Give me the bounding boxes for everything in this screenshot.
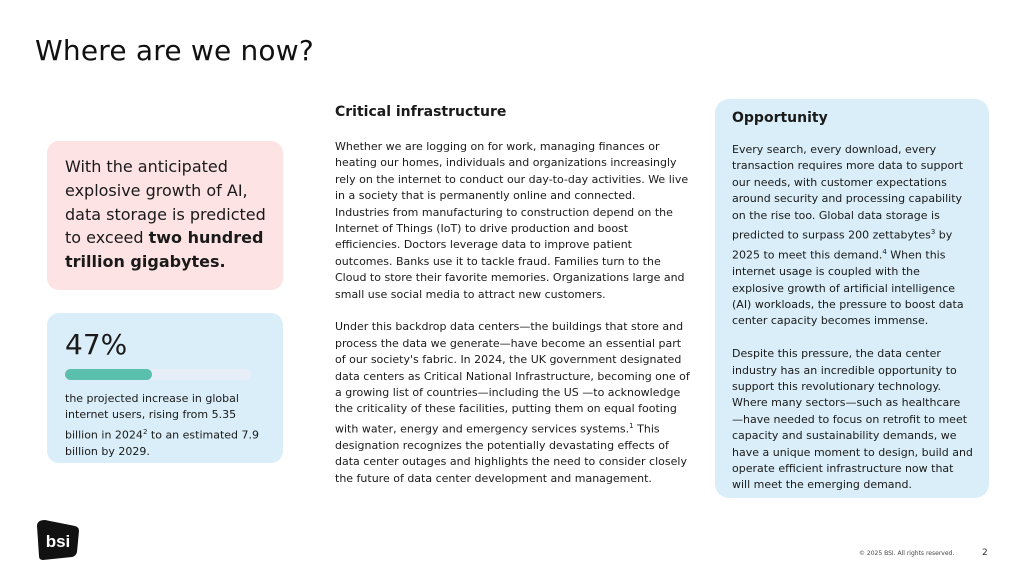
critical-infrastructure-section: [335, 104, 690, 504]
copyright-footer: © 2025 BSI. All rights reserved.: [859, 550, 955, 557]
stat-description-part2: to an estimated 7.9 billion by 2029.: [65, 428, 260, 458]
critical-paragraph-2: [335, 319, 690, 487]
highlight-text: [65, 155, 269, 274]
critical-paragraph-2-part1: Under this backdrop data centers—the buildings that store and process the data we generate—have become an essential part of our society's fabric. In 2024, the UK government designated data centers as Critical National Infrastructure, becoming one of a growing list of countries—including the US —to acknowledge the criticality of these facilities, putting them on equal footing with water, energy and emergency services systems.: [335, 320, 690, 436]
opportunity-paragraph-1-part1: Every search, every download, every transaction requires more data to support our needs, with customer expectations around security and processing capability on the rise too. Global data storage is predicted to surpass 200 zettabytes: [732, 143, 964, 242]
critical-paragraph-2-part2: This designation recognizes the potentially devastating effects of data center outages and highlights the need to consider closely the future of data center development and management.: [335, 422, 687, 485]
page-title: Where are we now?: [35, 34, 314, 67]
bsi-logo-icon: [35, 518, 81, 562]
opportunity-heading: Opportunity: [732, 110, 828, 126]
footnote-ref: 1: [629, 421, 634, 430]
critical-paragraph-1: Whether we are logging on for work, managing finances or heating our homes, individuals and organizations increasingly rely on the internet to conduct our day-to-day activities. We live in a society that is permanently online and connected. Industries from manufacturing to construction depend on the Internet of Things (IoT) to drive production and boost efficiencies. Doctors leverage data to improve patient outcomes. Banks use it to tackle fraud. Families turn to the Cloud to store their favorite memories. Organizations large and small use social media to attract new customers.: [335, 140, 689, 301]
progress-bar-fill: [65, 369, 152, 380]
opportunity-card: [715, 99, 989, 498]
stat-card: [47, 313, 283, 463]
opportunity-paragraph-1-part3: When this internet usage is coupled with the explosive growth of artificial intelligence (AI) workloads, the pressure to boost data center capacity becomes immense.: [732, 248, 964, 328]
footnote-ref: 2: [142, 427, 148, 436]
opportunity-paragraph-1-part2: by 2025 to meet this demand.: [732, 228, 953, 262]
opportunity-paragraph-1: [732, 142, 973, 330]
highlight-card: [47, 141, 283, 290]
stat-description-part1: the projected increase in global internet users, rising from 5.35 billion in 2024: [65, 392, 239, 442]
page-number: 2: [982, 548, 988, 558]
footnote-ref: 4: [882, 248, 887, 257]
opportunity-paragraph-2: Despite this pressure, the data center industry has an incredible opportunity to support this revolutionary technology. Where many sectors—such as healthcare —have needed to focus on retrofit to meet capacity and sustainability demands, we have a unique moment to design, build and operate efficient infrastructure now that will meet the emerging demand.: [732, 347, 973, 492]
highlight-text-regular: With the anticipated explosive growth of AI, data storage is predicted to exceed: [65, 157, 266, 248]
logo-text: bsi: [45, 532, 71, 551]
critical-heading: Critical infrastructure: [335, 104, 507, 120]
stat-value: 47%: [65, 328, 128, 361]
highlight-text-bold: two hundred trillion gigabytes.: [65, 228, 264, 272]
footnote-ref: 3: [930, 228, 936, 237]
progress-bar: [65, 369, 251, 380]
stat-description: [65, 391, 269, 460]
